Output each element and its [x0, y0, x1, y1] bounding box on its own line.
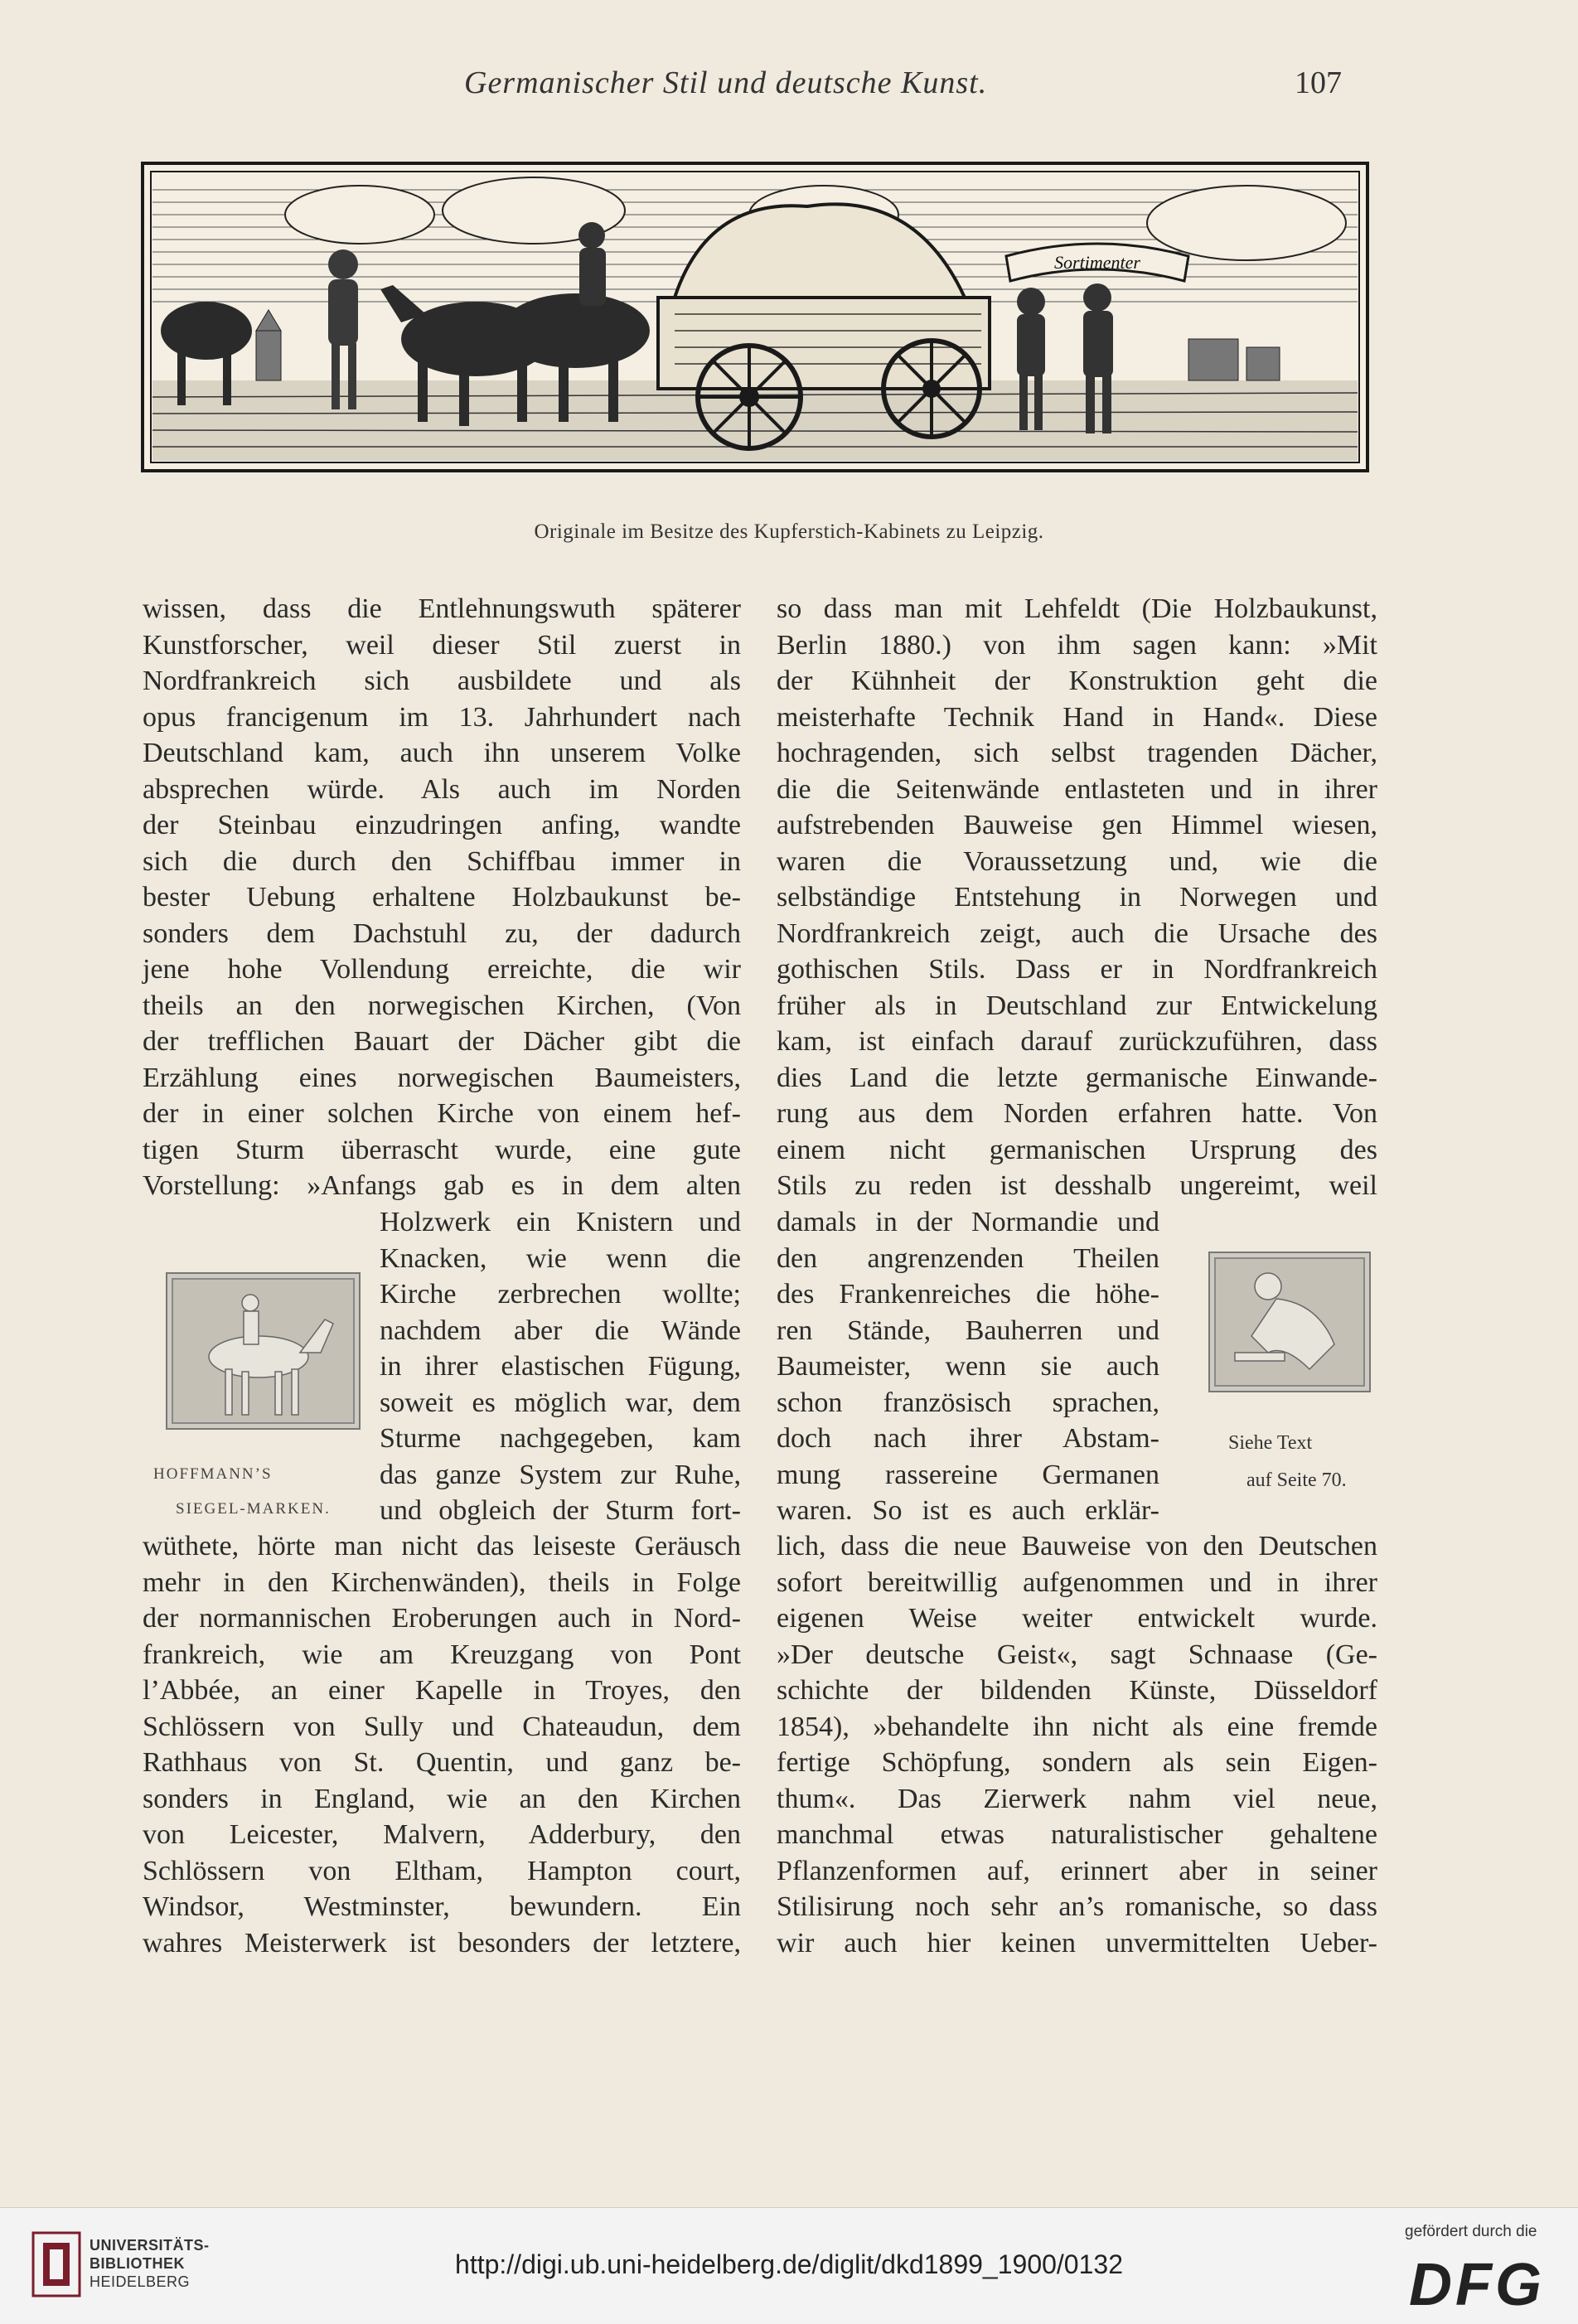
horse-relief-image [166, 1272, 361, 1430]
text-line: rung aus dem Norden erfahren hatte. Von [777, 1098, 1377, 1129]
text-line: Windsor, Westminster, bewundern. Ein [143, 1891, 741, 1922]
text-line: hochragenden, sich selbst tragenden Dächer, [777, 738, 1377, 768]
text-line: Schlössern von Eltham, Hampton court, [143, 1855, 741, 1886]
text-line: der normannischen Eroberungen auch in Nord- [143, 1603, 741, 1634]
text-line: der Kühnheit der Konstruktion geht die [777, 666, 1377, 696]
text-line: dies Land die letzte germanische Einwande- [777, 1062, 1377, 1093]
text-line: die die Seitenwände entlasteten und in ihrer [777, 773, 1377, 805]
text-line: nachdem aber die Wände [380, 1315, 741, 1346]
text-line: opus francigenum im 13. Jahrhundert nach [143, 701, 741, 733]
right-column-bottom [777, 1528, 1377, 1961]
text-line: frankreich, wie am Kreuzgang von Pont [143, 1639, 741, 1670]
funding-note: gefördert durch die [1405, 2223, 1537, 2240]
figure-caption: Originale im Besitze des Kupferstich-Kabinets zu Leipzig. [534, 520, 1044, 543]
text-line: Kirche zerbrechen wollte; [380, 1279, 741, 1310]
text-line: theils an den norwegischen Kirchen, (Von [143, 990, 741, 1021]
text-line: tigen Sturm überrascht wurde, eine gute [143, 1134, 741, 1165]
text-line: bester Uebung erhaltene Holzbaukunst be- [143, 882, 741, 913]
text-line: jene hohe Vollendung erreichte, die wir [143, 954, 741, 985]
left-column-bottom [143, 1528, 741, 1961]
text-line: kam, ist einfach darauf zurückzuführen, dass [777, 1026, 1377, 1057]
text-line: schichte der bildenden Künste, Düsseldorf [777, 1675, 1377, 1706]
page-number: 107 [1295, 65, 1342, 100]
text-line: wahres Meisterwerk ist besonders der letztere, [143, 1927, 741, 1958]
text-line: und obgleich der Sturm fort- [380, 1495, 741, 1526]
text-line: »Der deutsche Geist«, sagt Schnaase (Ge- [777, 1639, 1377, 1670]
text-line: Knacken, wie wenn die [380, 1242, 741, 1274]
text-line: der in einer solchen Kirche von einem hef- [143, 1098, 741, 1129]
side-note-line2: auf Seite 70. [1246, 1469, 1347, 1491]
left-column-top [143, 591, 741, 1204]
text-line: in ihrer elastischen Fügung, [380, 1351, 741, 1382]
text-line: das ganze System zur Ruhe, [380, 1459, 741, 1490]
page-title: Germanischer Stil und deutsche Kunst. [464, 65, 988, 100]
kneeling-figure-relief [1210, 1253, 1369, 1391]
text-line: Stils zu reden ist desshalb ungereimt, weil [777, 1170, 1377, 1201]
viewer-footer [0, 2207, 1578, 2324]
running-head [0, 65, 1578, 114]
text-line: wissen, dass die Entlehnungswuth späterer [143, 593, 741, 624]
library-name-line3: HEIDELBERG [90, 2273, 191, 2290]
text-line: 1854), »behandelte ihn nicht als eine fremde [777, 1711, 1377, 1742]
text-line: sonders in England, wie an den Kirchen [143, 1783, 741, 1814]
text-line: Vorstellung: »Anfangs gab es in dem alten [143, 1170, 741, 1201]
dfg-logo: DFG [1409, 2252, 1545, 2318]
text-line: Baumeister, wenn sie auch [777, 1351, 1159, 1382]
text-line: so dass man mit Lehfeldt (Die Holzbaukunst, [777, 593, 1377, 624]
text-line: von Leicester, Malvern, Adderbury, den [143, 1819, 741, 1850]
text-line: den angrenzenden Theilen [777, 1242, 1159, 1274]
text-line: doch nach ihrer Abstam- [777, 1423, 1159, 1454]
text-line: früher als in Deutschland zur Entwickelung [777, 990, 1377, 1021]
text-line: Rathhaus von St. Quentin, und ganz be- [143, 1747, 741, 1778]
text-line: wir auch hier keinen unvermittelten Ueber- [777, 1927, 1377, 1958]
text-line: sonders dem Dachstuhl zu, der dadurch [143, 917, 741, 949]
text-line: waren. So ist es auch erklär- [777, 1495, 1159, 1526]
text-line: mung rassereine Germanen [777, 1459, 1159, 1490]
text-line: manchmal etwas naturalistischer gehaltene [777, 1819, 1377, 1850]
woodcut-drawing [144, 165, 1366, 469]
library-name-line2: BIBLIOTHEK [90, 2255, 185, 2272]
text-line: wüthete, hörte man nicht das leiseste Geräusch [143, 1531, 741, 1561]
woodcut-illustration [141, 162, 1369, 472]
text-line: einem nicht germanischen Ursprung des [777, 1134, 1377, 1165]
banner-text: Sortimenter [1054, 252, 1140, 273]
text-line: eigenen Weise weiter entwickelt wurde. [777, 1603, 1377, 1634]
text-line: waren die Voraussetzung und, wie die [777, 845, 1377, 877]
text-line: fertige Schöpfung, sondern als sein Eigen- [777, 1747, 1377, 1778]
text-line: soweit es möglich war, dem [380, 1387, 741, 1418]
text-line: Pflanzenformen auf, erinnert aber in seiner [777, 1855, 1377, 1886]
text-line: Sturme nachgegeben, kam [380, 1423, 741, 1454]
text-line: des Frankenreiches die höhe- [777, 1279, 1159, 1310]
right-column-top [777, 591, 1377, 1204]
text-line: ren Stände, Bauherren und [777, 1315, 1159, 1346]
text-line: der Steinbau einzudringen anfing, wandte [143, 810, 741, 840]
text-line: der trefflichen Bauart der Dächer gibt die [143, 1026, 741, 1057]
text-line: sich die durch den Schiffbau immer in [143, 845, 741, 877]
text-line: Holzwerk ein Knistern und [380, 1207, 741, 1237]
side-note-line1: Siehe Text [1228, 1432, 1313, 1454]
worker-relief-image [1208, 1252, 1371, 1392]
right-column-wrap [777, 1204, 1159, 1529]
text-line: gothischen Stils. Dass er in Nordfrankreich [777, 954, 1377, 985]
left-column-wrap [380, 1204, 741, 1529]
text-line: meisterhafte Technik Hand in Hand«. Diese [777, 701, 1377, 733]
text-line: lich, dass die neue Bauweise von den Deutschen [777, 1531, 1377, 1561]
text-line: Stilisirung noch sehr an’s romanische, so dass [777, 1891, 1377, 1922]
library-name-line1: UNIVERSITÄTS- [90, 2237, 210, 2254]
text-line: Berlin 1880.) von ihm sagen kann: »Mit [777, 629, 1377, 661]
permalink-url[interactable]: http://digi.ub.uni-heidelberg.de/diglit/dkd1899_1900/0132 [455, 2249, 1123, 2279]
text-line: Nordfrankreich sich ausbildete und als [143, 666, 741, 696]
text-line: selbständige Entstehung in Norwegen und [777, 882, 1377, 913]
text-line: damals in der Normandie und [777, 1207, 1159, 1237]
relief-label-line1: HOFFMANN’S [153, 1465, 273, 1483]
text-line: absprechen würde. Als auch im Norden [143, 773, 741, 805]
horse-rider-relief [167, 1274, 359, 1428]
text-line: Erzählung eines norwegischen Baumeisters, [143, 1062, 741, 1093]
text-line: Schlössern von Sully und Chateaudun, dem [143, 1711, 741, 1742]
relief-label-line2: SIEGEL-MARKEN. [176, 1500, 331, 1518]
text-line: sofort bereitwillig aufgenommen und in ihrer [777, 1566, 1377, 1598]
text-line: mehr in den Kirchenwänden), theils in Folge [143, 1566, 741, 1598]
text-line: thum«. Das Zierwerk nahm viel neue, [777, 1783, 1377, 1814]
text-line: Kunstforscher, weil dieser Stil zuerst in [143, 629, 741, 661]
text-line: l’Abbée, an einer Kapelle in Troyes, den [143, 1675, 741, 1706]
text-line: aufstrebenden Bauweise gen Himmel wiesen, [777, 810, 1377, 840]
text-line: Nordfrankreich zeigt, auch die Ursache des [777, 917, 1377, 949]
text-line: schon französisch sprachen, [777, 1387, 1159, 1418]
text-line: Deutschland kam, auch ihn unserem Volke [143, 738, 741, 768]
